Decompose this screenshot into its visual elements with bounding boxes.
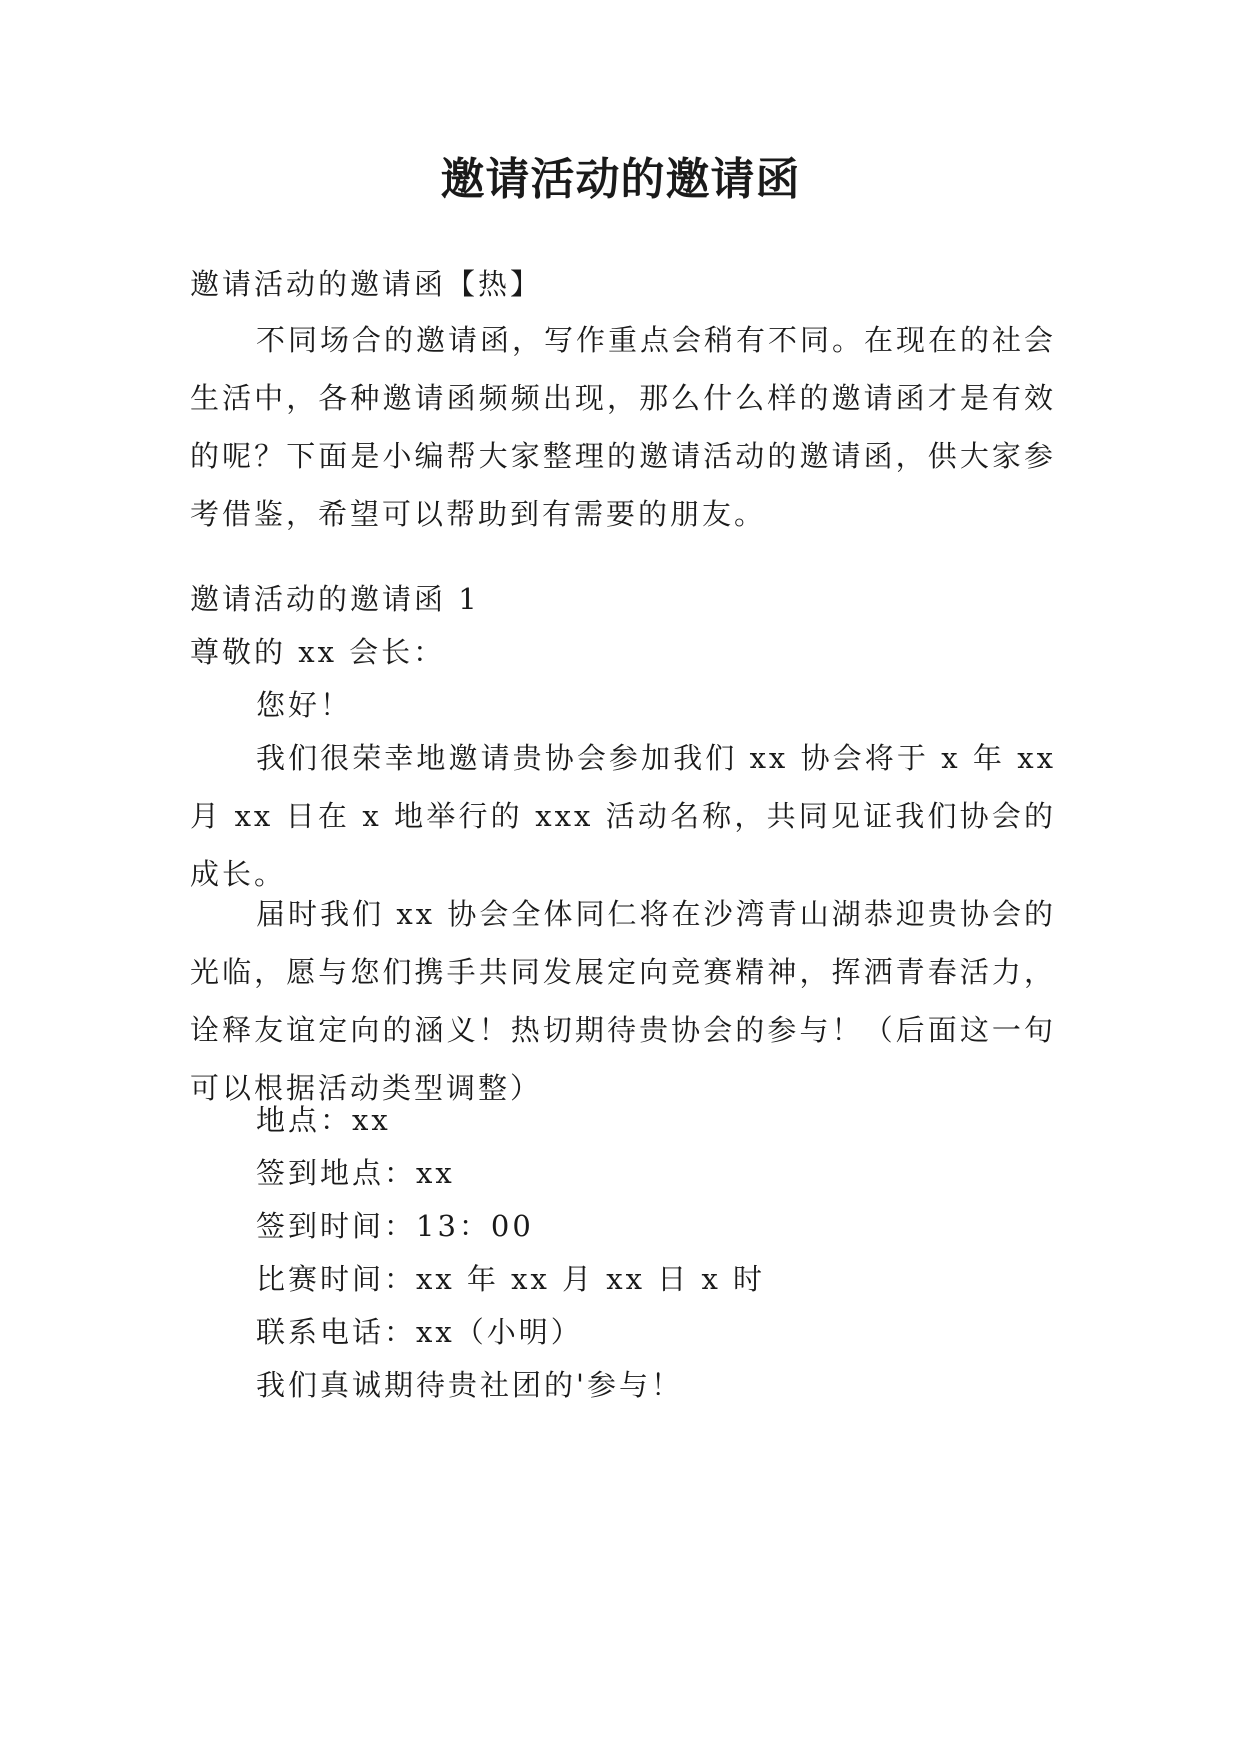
salutation: 尊敬的 xx 会长： (190, 635, 446, 669)
document-subtitle: 邀请活动的邀请函【热】 (190, 267, 543, 301)
greeting: 您好！ (256, 688, 353, 722)
detail-checkin-location: 签到地点：xx (256, 1156, 455, 1190)
detail-checkin-time: 签到时间：13：00 (256, 1209, 534, 1243)
section-heading: 邀请活动的邀请函 1 (190, 582, 480, 616)
invitation-paragraph-2: 届时我们 xx 协会全体同仁将在沙湾青山湖恭迎贵协会的光临，愿与您们携手共同发展定向竞赛精神，挥洒青春活力，诠释友谊定向的涵义！热切期待贵协会的参与！（后面这一句可以根据活动类型调整） (190, 897, 1056, 1105)
detail-match-time: 比赛时间：xx 年 xx 月 xx 日 x 时 (256, 1262, 766, 1296)
intro-paragraph: 不同场合的邀请函，写作重点会稍有不同。在现在的社会生活中，各种邀请函频频出现，那么什么样的邀请函才是有效的呢？下面是小编帮大家整理的邀请活动的邀请函，供大家参考借鉴，希望可以帮助到有需要的朋友。 (190, 323, 1057, 531)
invitation-paragraph-1: 我们很荣幸地邀请贵协会参加我们 xx 协会将于 x 年 xx 月 xx 日在 x 地举行的 xxx 活动名称，共同见证我们协会的成长。 (190, 741, 1056, 891)
detail-location: 地点：xx (256, 1103, 391, 1137)
detail-contact-phone: 联系电话：xx（小明） (256, 1315, 583, 1349)
page-title: 邀请活动的邀请函 (440, 154, 801, 205)
closing-line: 我们真诚期待贵社团的'参与！ (256, 1368, 683, 1402)
